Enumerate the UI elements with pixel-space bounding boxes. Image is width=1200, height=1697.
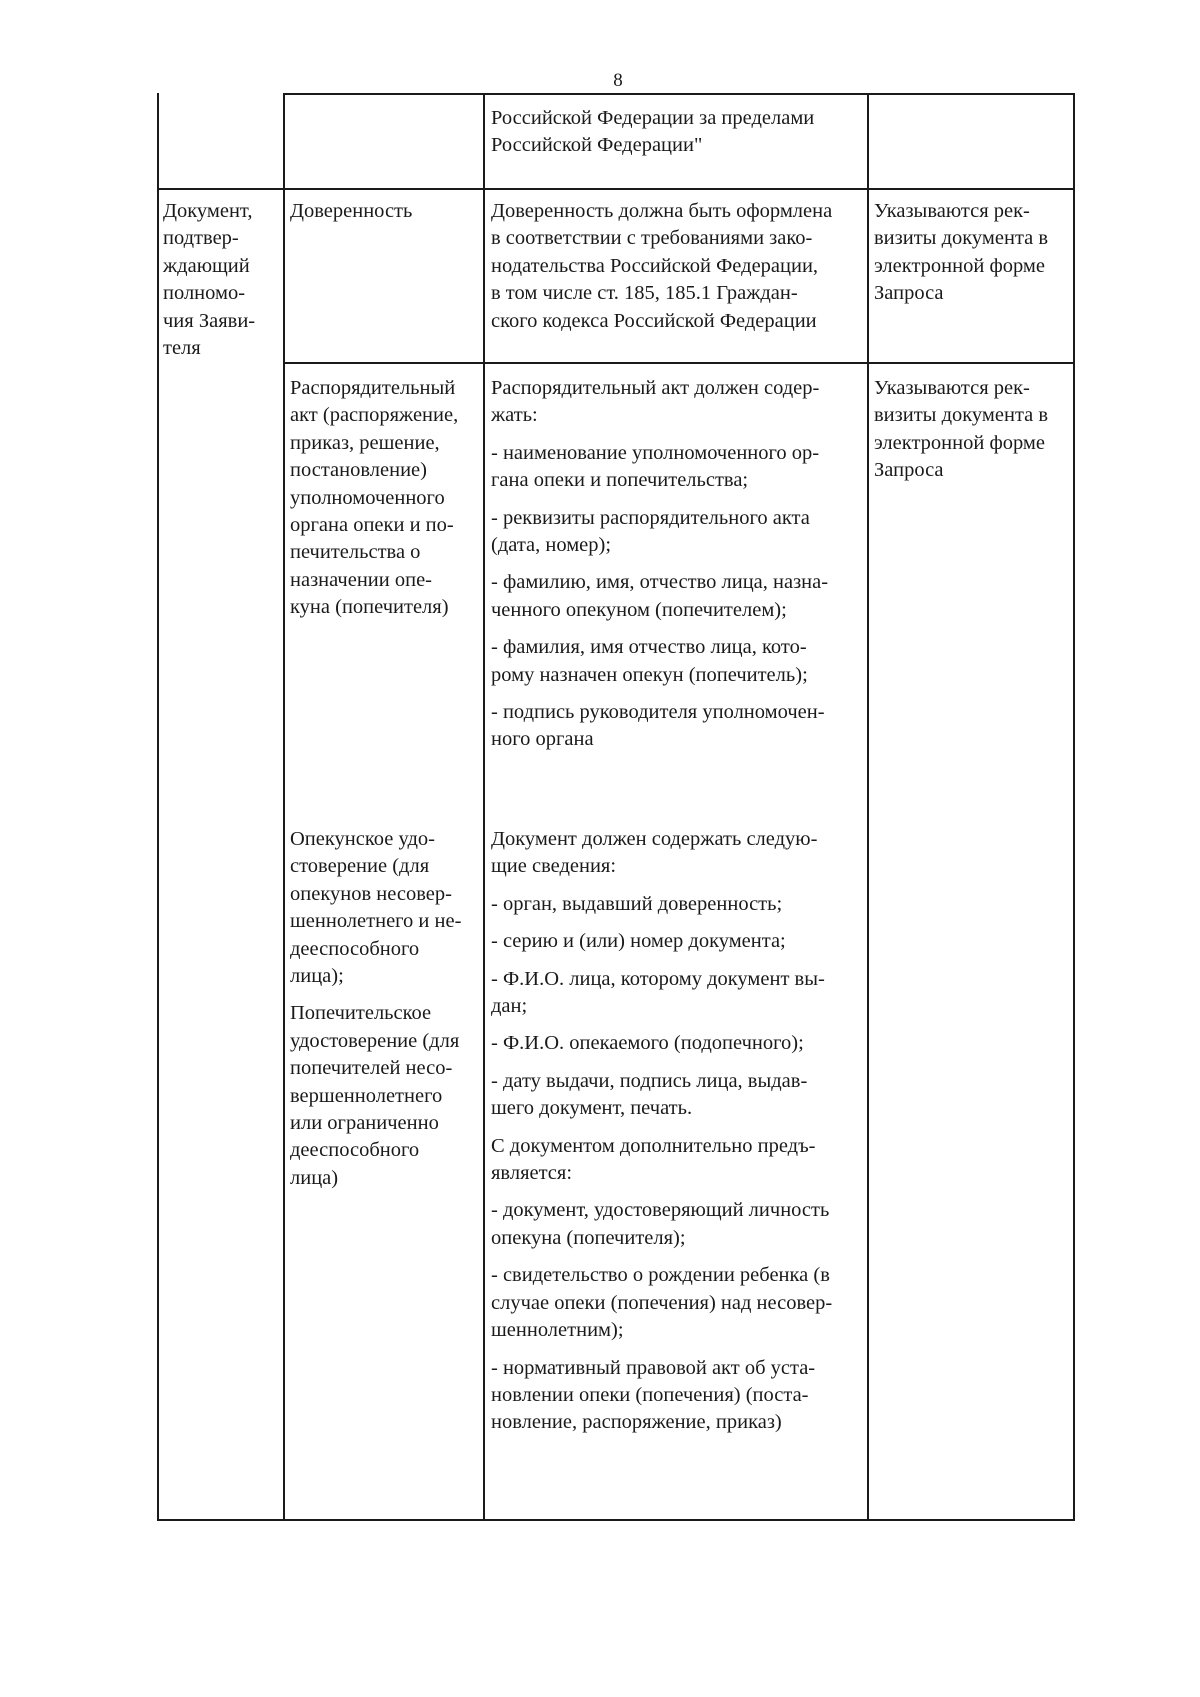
text-line: электронной форме xyxy=(874,254,1045,277)
paragraph xyxy=(491,1197,863,1252)
text-line: является: xyxy=(491,1162,573,1185)
text-line: электронной форме xyxy=(874,431,1045,454)
text-line: ченного опекуном (попечителем); xyxy=(491,598,787,621)
table-border-col3 xyxy=(483,93,485,1521)
text-line: назначении опе- xyxy=(290,568,433,591)
text-line: Доверенность должна быть оформлена xyxy=(491,200,833,222)
page-number: 8 xyxy=(613,70,623,91)
table-border-col2 xyxy=(283,93,285,1521)
text-line: попечителей несо- xyxy=(290,1057,453,1080)
text-line: шего документ, печать. xyxy=(491,1097,693,1120)
text-line: в соответствии с требованиями зако- xyxy=(491,227,813,250)
text-line: дееспособного xyxy=(290,1139,420,1162)
paragraph xyxy=(491,440,863,495)
text-line: вершеннолетнего xyxy=(290,1084,443,1107)
paragraph xyxy=(491,699,863,754)
text-line: Доверенность xyxy=(290,200,413,222)
text-line: приказ, решение, xyxy=(290,431,440,454)
paragraph xyxy=(491,1030,863,1057)
table-border-right xyxy=(1073,93,1075,1521)
text-line: Документ, xyxy=(163,200,253,222)
text-line: шеннолетним); xyxy=(491,1319,624,1342)
text-line: случае опеки (попечения) над несовер- xyxy=(491,1291,833,1314)
text-line: Распорядительный акт должен содер- xyxy=(491,377,820,399)
row-divider-1 xyxy=(157,188,1075,190)
text-line: лица) xyxy=(290,1166,339,1189)
row2-requirements-cell xyxy=(491,375,863,754)
row1-category-cell xyxy=(163,198,279,362)
text-line: Документ должен содержать следую- xyxy=(491,828,818,850)
text-line: (дата, номер); xyxy=(491,534,612,557)
text-line: - серию и (или) номер документа; xyxy=(491,930,786,953)
row0-requirements-cell xyxy=(491,105,861,160)
text-line: Российской Федерации за пределами xyxy=(491,107,815,129)
text-line: ждающий xyxy=(163,254,250,277)
paragraph xyxy=(491,928,863,955)
text-line: Распорядительный xyxy=(290,377,456,399)
text-line: ского кодекса Российской Федерации xyxy=(491,309,817,332)
text-line: уполномоченного xyxy=(290,486,445,509)
text-line: - дату выдачи, подпись лица, выдав- xyxy=(491,1069,808,1092)
paragraph xyxy=(491,1068,863,1123)
text-line: - документ, удостоверяющий личность xyxy=(491,1199,830,1222)
text-line: опекуна (попечителя); xyxy=(491,1226,686,1249)
row1-document-cell xyxy=(290,198,478,225)
text-line: Указываются рек- xyxy=(874,200,1030,222)
paragraph xyxy=(491,1262,863,1344)
paragraph xyxy=(491,891,863,918)
row3-document-cell xyxy=(290,826,478,1192)
text-line: шеннолетнего и не- xyxy=(290,910,462,933)
paragraph xyxy=(290,826,478,990)
paragraph xyxy=(491,569,863,624)
row2-document-cell xyxy=(290,375,478,622)
text-line: печительства о xyxy=(290,541,421,564)
text-line: подтвер- xyxy=(163,227,239,250)
text-line: Попечительское xyxy=(290,1002,432,1025)
text-line: гана опеки и попечительства; xyxy=(491,469,749,492)
text-line: - фамилию, имя, отчество лица, назна- xyxy=(491,571,829,594)
table-border-bottom xyxy=(157,1519,1075,1521)
text-line: опекунов несовер- xyxy=(290,882,452,905)
text-line: или ограниченно xyxy=(290,1112,439,1135)
text-line: - нормативный правовой акт об уста- xyxy=(491,1356,816,1379)
text-line: Запроса xyxy=(874,459,944,482)
text-line: дееспособного xyxy=(290,937,420,960)
text-line: дан; xyxy=(491,995,528,1018)
text-line: ного органа xyxy=(491,728,594,751)
text-line: постановление) xyxy=(290,459,427,482)
paragraph xyxy=(491,1355,863,1437)
text-line: новление, распоряжение, приказ) xyxy=(491,1411,782,1434)
text-line: - свидетельство о рождении ребенка (в xyxy=(491,1264,830,1287)
row1-requirements-cell xyxy=(491,198,861,335)
text-line: - подпись руководителя уполномочен- xyxy=(491,701,825,724)
text-line: Российской Федерации" xyxy=(491,134,703,157)
text-line: - Ф.И.О. лица, которому документ вы- xyxy=(491,967,825,990)
text-line: - наименование уполномоченного ор- xyxy=(491,441,820,464)
text-line: теля xyxy=(163,337,201,360)
text-line: С документом дополнительно предъ- xyxy=(491,1134,816,1157)
paragraph xyxy=(290,1000,478,1192)
text-line: полномо- xyxy=(163,282,246,305)
text-line: - Ф.И.О. опекаемого (подопечного); xyxy=(491,1032,804,1055)
text-line: удостоверение (для xyxy=(290,1029,460,1052)
text-line: нодательства Российской Федерации, xyxy=(491,254,819,277)
row3-requirements-cell xyxy=(491,826,863,1437)
text-line: куна (попечителя) xyxy=(290,596,449,619)
text-line: жать: xyxy=(491,404,538,427)
paragraph xyxy=(491,375,863,430)
text-line: Опекунское удо- xyxy=(290,828,435,850)
paragraph xyxy=(491,966,863,1021)
text-line: чия Заяви- xyxy=(163,309,256,332)
text-line: рому назначен опекун (попечитель); xyxy=(491,663,808,686)
row2-notes-cell xyxy=(874,375,1070,485)
text-line: стоверение (для xyxy=(290,855,430,878)
paragraph xyxy=(491,505,863,560)
table-border-left xyxy=(157,93,159,1521)
row-divider-2 xyxy=(283,362,1075,364)
text-line: органа опеки и по- xyxy=(290,514,454,537)
text-line: Указываются рек- xyxy=(874,377,1030,399)
text-line: лица); xyxy=(290,965,344,988)
paragraph xyxy=(491,1133,863,1188)
text-line: - реквизиты распорядительного акта xyxy=(491,506,810,529)
text-line: - орган, выдавший доверенность; xyxy=(491,892,783,915)
text-line: - фамилия, имя отчество лица, кото- xyxy=(491,636,807,659)
text-line: визиты документа в xyxy=(874,404,1049,427)
text-line: в том числе ст. 185, 185.1 Граждан- xyxy=(491,282,798,305)
text-line: визиты документа в xyxy=(874,227,1049,250)
table-border-top xyxy=(283,93,1075,95)
text-line: акт (распоряжение, xyxy=(290,404,459,427)
text-line: новлении опеки (попечения) (поста- xyxy=(491,1383,809,1406)
paragraph xyxy=(491,634,863,689)
text-line: щие сведения: xyxy=(491,855,617,878)
table-border-col4 xyxy=(867,93,869,1521)
text-line: Запроса xyxy=(874,282,944,305)
row1-notes-cell xyxy=(874,198,1070,308)
paragraph xyxy=(491,826,863,881)
